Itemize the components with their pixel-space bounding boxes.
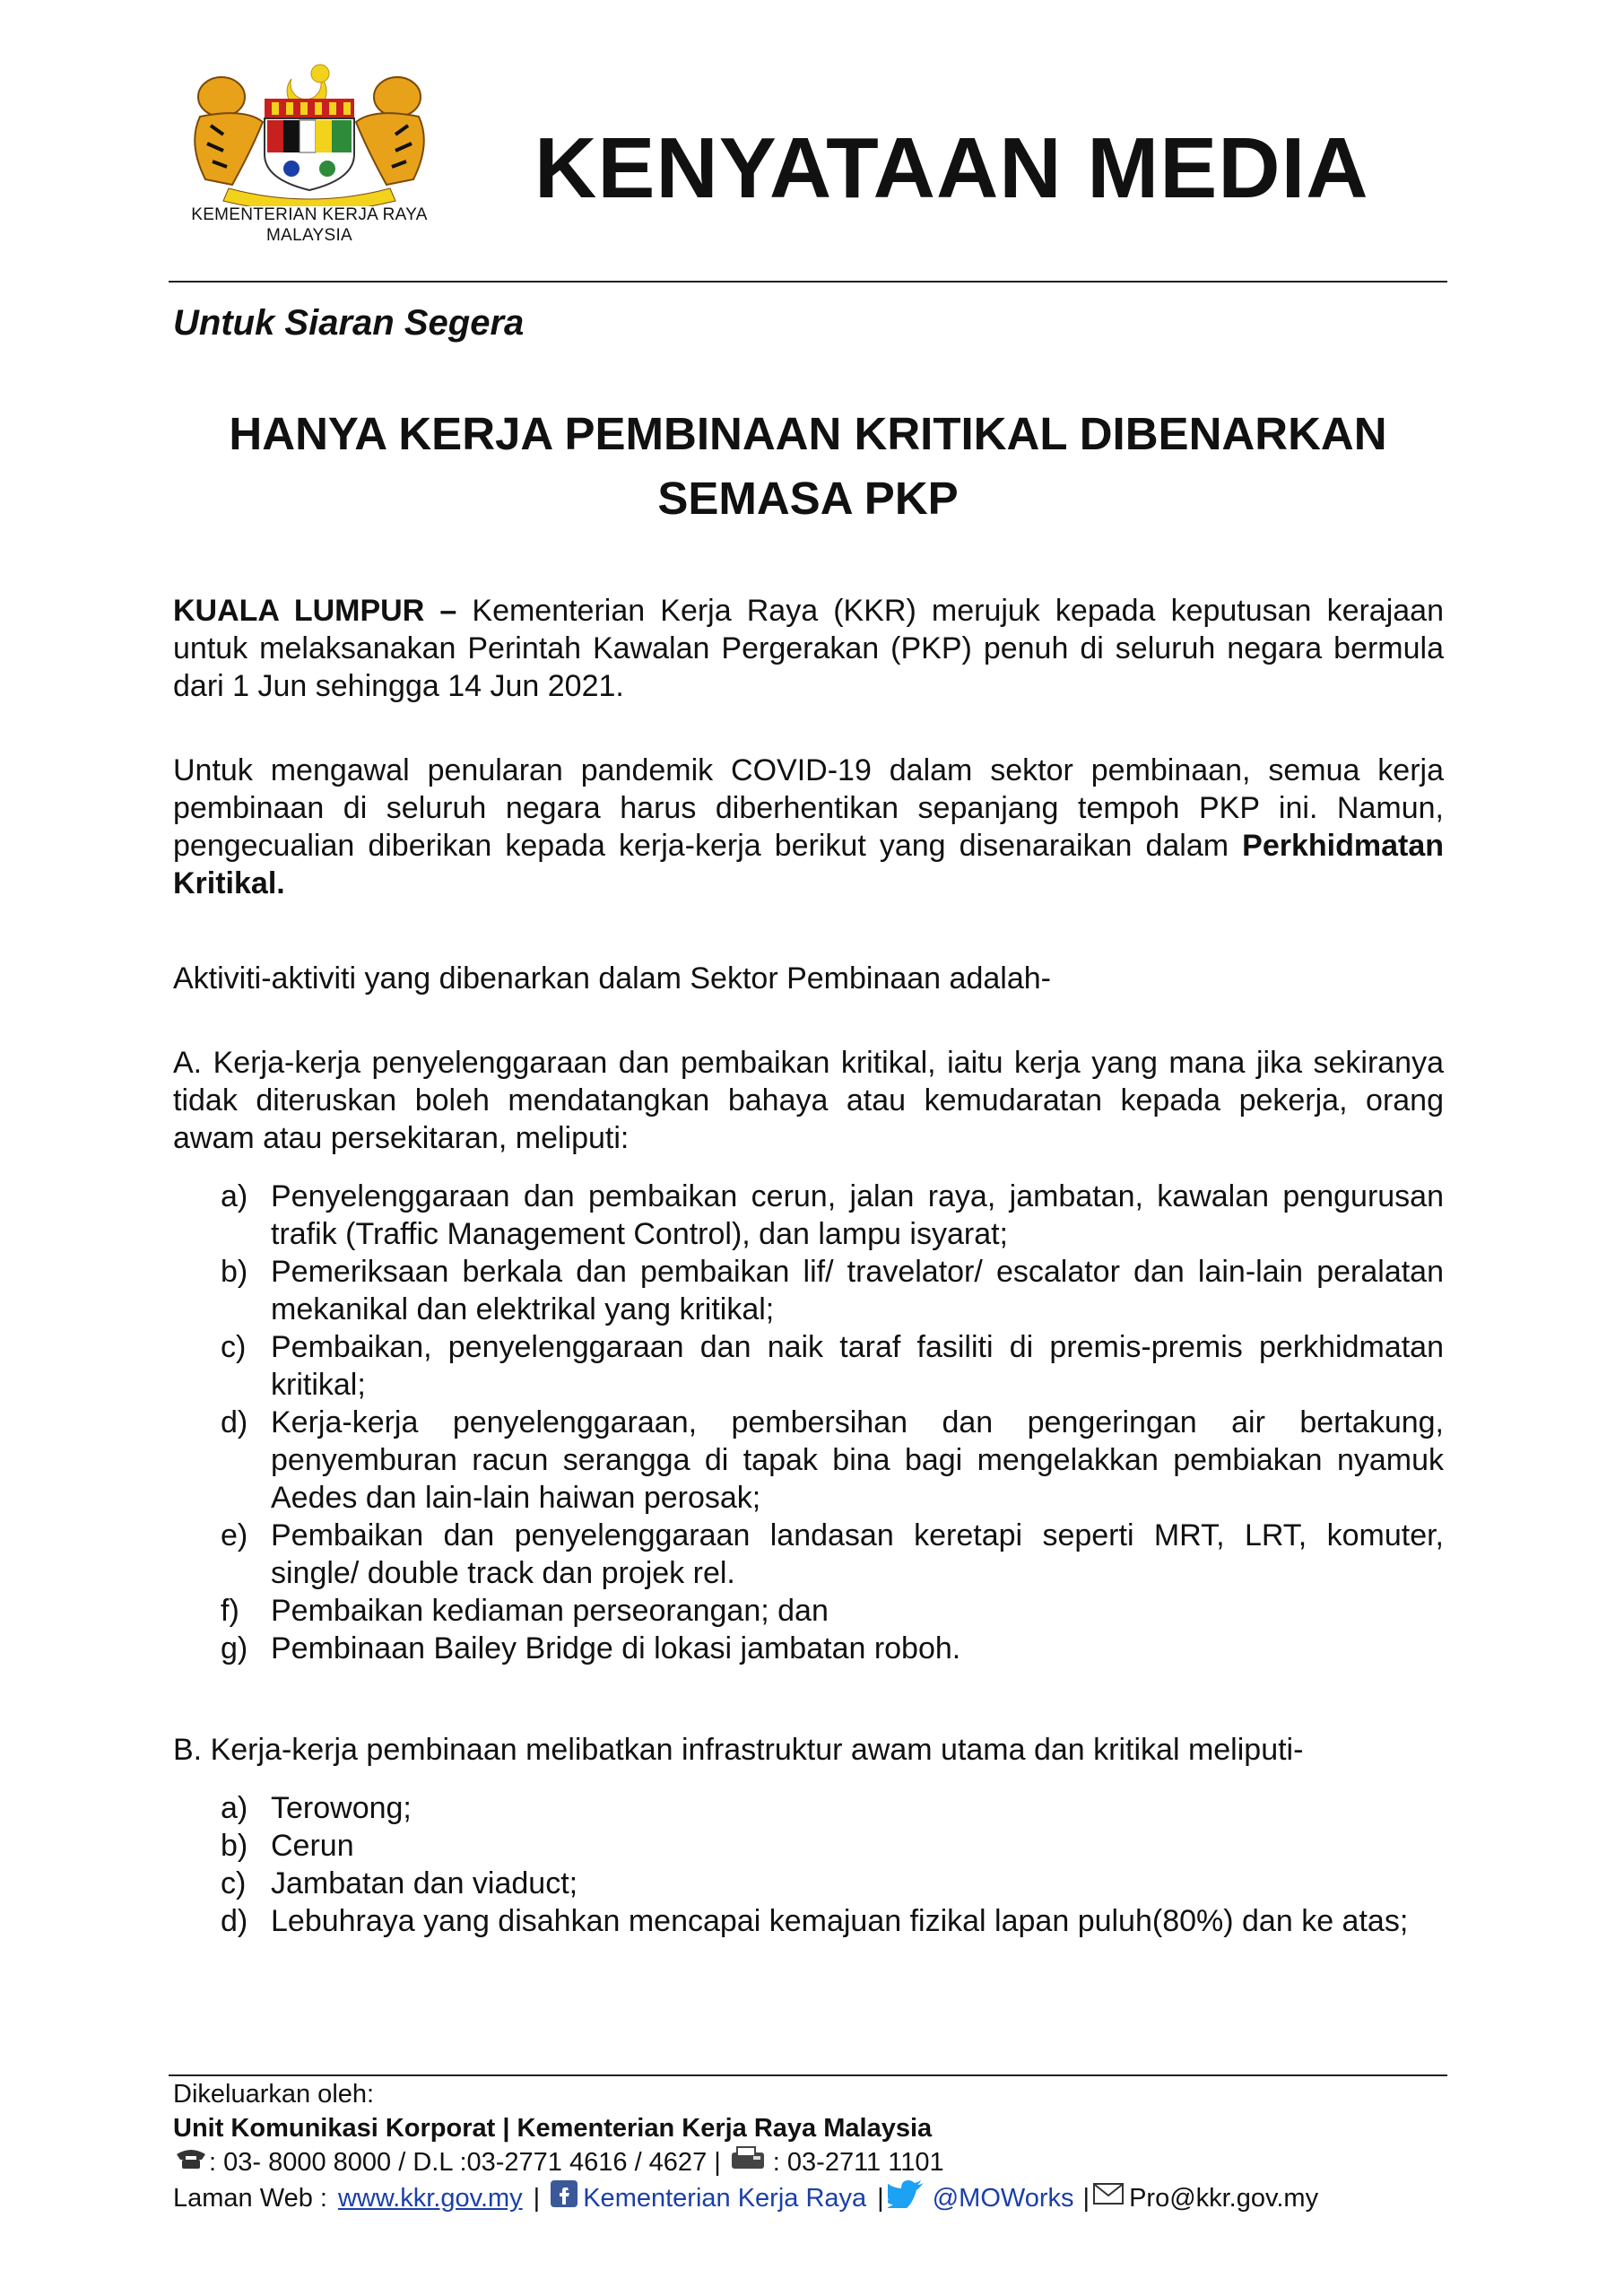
footer-issued-by: Dikeluarkan oleh: [173, 2080, 375, 2109]
list-item-text: Pembaikan kediaman perseorangan; dan [271, 1594, 829, 1628]
list-item-text: Pemeriksaan berkala dan pembaikan lif/ travelator/ escalator dan lain-lain peralatan mekanikal dan elektrikal yang kritikal; [271, 1255, 1444, 1326]
twitter-link[interactable]: @MOWorks [932, 2184, 1074, 2213]
headline-line-1: HANYA KERJA PEMBINAAN KRITIKAL DIBENARKAN [229, 408, 1387, 459]
list-item-marker: f) [221, 1594, 239, 1628]
paragraph-1-lead: KUALA LUMPUR – [173, 594, 457, 628]
list-item-text: Terowong; [271, 1791, 412, 1825]
footer-web-label: Laman Web : [173, 2184, 327, 2213]
section-a-list [221, 1178, 1444, 1667]
list-item [221, 1827, 1444, 1865]
list-item [221, 1253, 1444, 1328]
paragraph-1-body: Kementerian Kerja Raya (KKR) merujuk kepada keputusan kerajaan untuk melaksanakan Perintah Kawalan Pergerakan (PKP) penuh di seluruh negara bermula dari 1 Jun sehingga 14 Jun 2021. [173, 594, 1444, 703]
section-b-intro: B. Kerja-kerja pembinaan melibatkan infrastruktur awam utama dan kritikal meliputi- [173, 1733, 1304, 1767]
list-item-text: Lebuhraya yang disahkan mencapai kemajuan fizikal lapan puluh(80%) dan ke atas; [271, 1904, 1409, 1938]
list-item [221, 1865, 1444, 1902]
facebook-icon [551, 2180, 578, 2216]
ministry-caption [166, 204, 453, 246]
website-link[interactable]: www.kkr.gov.my [337, 2184, 523, 2213]
ministry-caption-line-1: KEMENTERIAN KERJA RAYA [191, 205, 428, 224]
twitter-icon [888, 2179, 925, 2217]
list-item-marker: d) [221, 1904, 248, 1938]
footer-pipe-2: | [877, 2184, 884, 2213]
footer [173, 2077, 1455, 2217]
footer-pipe-3: | [1082, 2184, 1090, 2213]
footer-divider [169, 2074, 1447, 2076]
list-item-marker: c) [221, 1330, 247, 1364]
list-item-text: Cerun [271, 1829, 354, 1863]
list-item-text: Kerja-kerja penyelenggaraan, pembersihan dan pengeringan air bertakung, penyemburan racun serangga di tapak bina bagi mengelakkan pembiakan nyamuk Aedes dan lain-lain haiwan perosak; [271, 1405, 1444, 1515]
list-item [221, 1902, 1444, 1940]
paragraph-2 [173, 752, 1444, 902]
list-item-marker: c) [221, 1866, 247, 1900]
list-item [221, 1592, 1444, 1630]
list-item-marker: b) [221, 1829, 248, 1863]
list-item [221, 1517, 1444, 1592]
list-item-text: Pembinaan Bailey Bridge di lokasi jambatan roboh. [271, 1631, 961, 1665]
phone-icon [173, 2145, 209, 2179]
list-item [221, 1404, 1444, 1517]
facebook-link[interactable]: Kementerian Kerja Raya [583, 2184, 867, 2213]
release-line: Untuk Siaran Segera [173, 303, 525, 343]
footer-pipe: | [533, 2184, 541, 2213]
document-heading: KENYATAAN MEDIA [534, 120, 1369, 216]
list-item-text: Pembaikan, penyelenggaraan dan naik taraf fasiliti di premis-premis perkhidmatan kritikal; [271, 1330, 1444, 1402]
list-item-marker: g) [221, 1631, 248, 1665]
list-item-marker: a) [221, 1791, 248, 1825]
list-item [221, 1328, 1444, 1404]
email-address[interactable]: Pro@kkr.gov.my [1129, 2184, 1319, 2213]
list-item-text: Penyelenggaraan dan pembaikan cerun, jalan raya, jambatan, kawalan pengurusan trafik (Traffic Management Control), dan lampu isyarat; [271, 1179, 1444, 1251]
paragraph-2-body: Untuk mengawal penularan pandemik COVID-19 dalam sektor pembinaan, semua kerja pembinaan di seluruh negara harus diberhentikan sepanjang tempoh PKP ini. Namun, pengecualian diberikan kepada kerja-kerja berikut yang disenaraikan dalam [173, 753, 1444, 863]
list-item-text: Jambatan dan viaduct; [271, 1866, 578, 1900]
section-a-intro: A. Kerja-kerja penyelenggaraan dan pembaikan kritikal, iaitu kerja yang mana jika sekiranya tidak diteruskan boleh mendatangkan bahaya atau kemudaratan kepada pekerja, orang awam atau persekitaran, meliputi: [173, 1046, 1444, 1155]
ministry-caption-line-2: MALAYSIA [265, 226, 353, 245]
list-item-marker: d) [221, 1405, 248, 1439]
list-item-marker: a) [221, 1179, 248, 1213]
section-b-list [221, 1789, 1444, 1940]
headline-line-2: SEMASA PKP [657, 473, 959, 524]
email-icon [1093, 2181, 1124, 2215]
paragraph-1 [173, 592, 1444, 705]
list-item-marker: b) [221, 1255, 248, 1289]
list-item [221, 1178, 1444, 1253]
list-item [221, 1789, 1444, 1827]
fax-icon [730, 2145, 768, 2179]
footer-phone: : 03- 8000 8000 / D.L :03-2771 4616 / 4627 | [209, 2148, 721, 2177]
paragraph-2-bold: Perkhidmatan Kritikal. [173, 829, 1444, 900]
list-item-marker: e) [221, 1518, 248, 1552]
paragraph-3: Aktiviti-aktiviti yang dibenarkan dalam Sektor Pembinaan adalah- [173, 961, 1051, 996]
list-item [221, 1630, 1444, 1667]
footer-unit: Unit Komunikasi Korporat | Kementerian Kerja Raya Malaysia [173, 2114, 933, 2143]
footer-fax: : 03-2711 1101 [772, 2148, 944, 2177]
footer-links-line [173, 2179, 1455, 2217]
header-divider [169, 281, 1447, 283]
footer-contact-line [173, 2145, 1455, 2179]
headline [169, 402, 1447, 531]
list-item-text: Pembaikan dan penyelenggaraan landasan keretapi seperti MRT, LRT, komuter, single/ double track dan projek rel. [271, 1518, 1444, 1590]
